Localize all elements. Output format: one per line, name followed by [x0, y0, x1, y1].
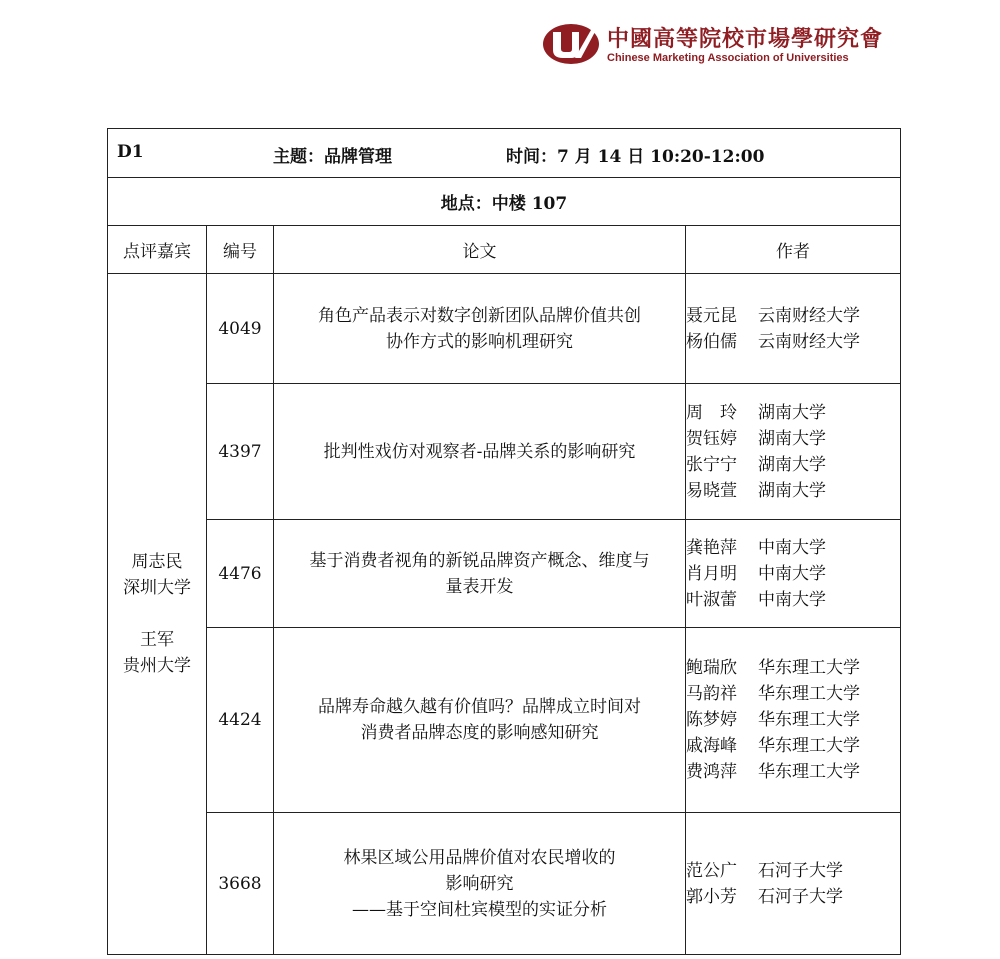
paper-authors [686, 384, 901, 520]
author-line [686, 733, 900, 759]
paper-row [108, 628, 901, 813]
author-line [686, 535, 900, 561]
paper-title-line: 品牌寿命越久越有价值吗？品牌成立时间对 [318, 697, 641, 717]
author-line [686, 561, 900, 587]
author-name: 陈梦婷 [686, 710, 737, 730]
author-line [686, 329, 900, 355]
author-name: 龚艳萍 [686, 537, 737, 558]
author-name: 范公广 [686, 860, 737, 881]
paper-title-line: 消费者品牌态度的影响感知研究 [360, 723, 599, 743]
session-header-row [108, 129, 901, 178]
paper-title-line: 协作方式的影响机理研究 [386, 331, 573, 352]
session-location: 地点：中楼 107 [108, 178, 901, 226]
paper-title [274, 274, 686, 384]
paper-row [108, 384, 901, 520]
author-line [686, 759, 900, 785]
author-name: 易晓萱 [686, 480, 737, 501]
column-header-number: 编号 [207, 226, 274, 274]
author-line [686, 655, 900, 681]
reviewer-cell [108, 274, 207, 955]
author-line [686, 587, 900, 613]
paper-title-line: ——基于空间杜宾模型的实证分析 [352, 899, 607, 920]
author-name: 贺钰婷 [686, 428, 737, 449]
author-affiliation: 中南大学 [758, 537, 826, 558]
org-logo [541, 20, 886, 68]
paper-row [108, 813, 901, 955]
column-header-reviewer: 点评嘉宾 [108, 226, 207, 274]
org-name-cn: 中國高等院校市場學研究會 [607, 26, 884, 52]
session-schedule-table [107, 128, 901, 955]
session-topic: 主题：品牌管理 [273, 147, 392, 167]
author-affiliation: 华东理工大学 [758, 736, 860, 756]
author-name: 杨伯儒 [686, 331, 737, 352]
author-affiliation: 云南财经大学 [758, 305, 860, 326]
cmau-logo-mark-icon [541, 22, 601, 66]
author-line [686, 452, 900, 478]
paper-title-line: 影响研究 [445, 873, 514, 894]
paper-row [108, 274, 901, 384]
author-name: 周 玲 [686, 402, 737, 423]
author-line [686, 478, 900, 504]
column-header-paper: 论文 [274, 226, 686, 274]
paper-title-line: 林果区域公用品牌价值对农民增收的 [343, 847, 616, 868]
paper-rows [108, 274, 901, 955]
author-affiliation: 华东理工大学 [758, 684, 860, 704]
author-affiliation: 湖南大学 [758, 428, 826, 449]
reviewer-affiliation: 贵州大学 [123, 656, 191, 676]
location-row [108, 178, 901, 226]
paper-authors [686, 628, 901, 813]
column-header-row [108, 226, 901, 274]
author-affiliation: 石河子大学 [758, 886, 843, 907]
author-affiliation: 石河子大学 [758, 860, 843, 881]
author-affiliation: 华东理工大学 [758, 762, 860, 782]
paper-number: 4397 [207, 384, 274, 520]
reviewer-name: 王军 [140, 630, 174, 650]
paper-number: 4424 [207, 628, 274, 813]
author-line [686, 303, 900, 329]
author-name: 郭小芳 [686, 886, 737, 907]
author-affiliation: 华东理工大学 [758, 658, 860, 678]
paper-title-line: 批判性戏仿对观察者-品牌关系的影响研究 [323, 441, 636, 462]
paper-title-line: 角色产品表示对数字创新团队品牌价值共创 [318, 305, 641, 326]
author-name: 费鸿萍 [686, 762, 737, 782]
author-line [686, 681, 900, 707]
paper-number: 4476 [207, 520, 274, 628]
author-line [686, 400, 900, 426]
paper-row [108, 520, 901, 628]
author-affiliation: 中南大学 [758, 589, 826, 610]
reviewer-name: 周志民 [131, 552, 183, 572]
paper-title [274, 384, 686, 520]
paper-title-line: 量表开发 [445, 576, 514, 597]
author-name: 叶淑蕾 [686, 589, 737, 610]
reviewer-spacer [108, 601, 206, 627]
author-affiliation: 云南财经大学 [758, 331, 860, 352]
paper-title [274, 813, 686, 955]
author-line [686, 884, 900, 910]
paper-title [274, 520, 686, 628]
author-affiliation: 湖南大学 [758, 480, 826, 501]
paper-title-line: 基于消费者视角的新锐品牌资产概念、维度与 [309, 550, 650, 571]
author-affiliation: 中南大学 [758, 563, 826, 584]
reviewer-affiliation: 深圳大学 [123, 578, 191, 598]
paper-authors [686, 520, 901, 628]
author-name: 鲍瑞欣 [686, 658, 737, 678]
author-line [686, 707, 900, 733]
org-name-en: Chinese Marketing Association of Universities [607, 52, 849, 64]
author-name: 肖月明 [686, 563, 737, 584]
column-header-authors: 作者 [686, 226, 901, 274]
author-name: 戚海峰 [686, 736, 737, 756]
paper-authors [686, 813, 901, 955]
author-line [686, 426, 900, 452]
author-name: 张宁宁 [686, 454, 737, 475]
session-time: 时间：7 月 14 日 10:20-12:00 [506, 147, 765, 167]
author-line [686, 858, 900, 884]
author-affiliation: 湖南大学 [758, 402, 826, 423]
author-name: 聂元昆 [686, 305, 737, 326]
author-affiliation: 华东理工大学 [758, 710, 860, 730]
paper-authors [686, 274, 901, 384]
author-affiliation: 湖南大学 [758, 454, 826, 475]
paper-number: 3668 [207, 813, 274, 955]
session-id: D1 [117, 142, 144, 162]
paper-title [274, 628, 686, 813]
paper-number: 4049 [207, 274, 274, 384]
author-name: 马韵祥 [686, 684, 737, 704]
